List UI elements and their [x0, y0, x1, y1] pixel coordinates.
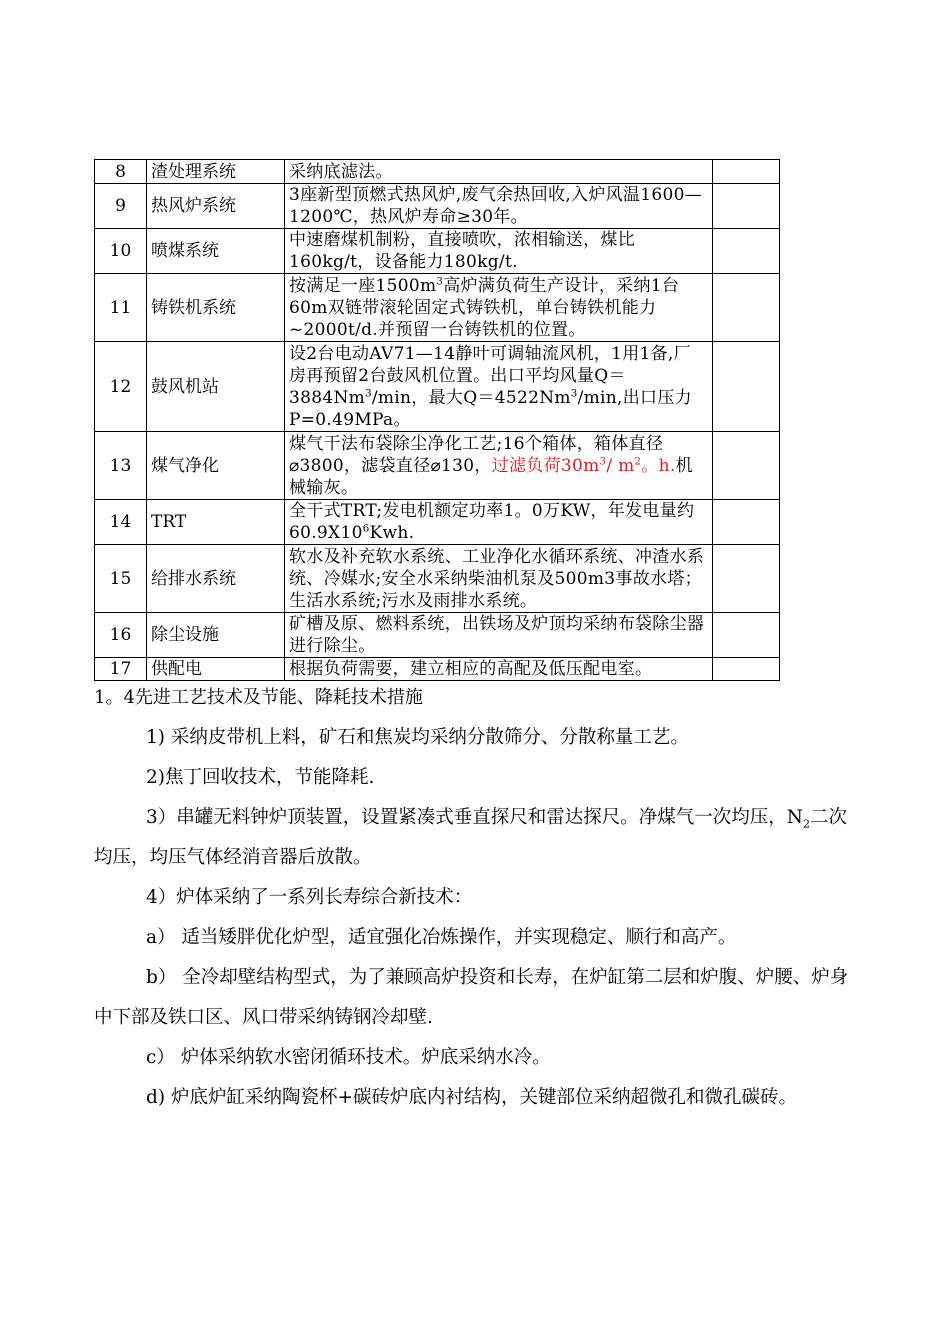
text-run: 采纳底滤法。: [289, 161, 393, 182]
text-run: 按满足一座1500m: [289, 275, 437, 296]
system-description: [285, 184, 713, 229]
text-run: 4）炉体采纳了一系列长寿综合新技术：: [146, 887, 473, 908]
system-name: 除尘设施: [147, 613, 285, 658]
paragraph-list: [94, 718, 854, 1118]
superscript: 3: [599, 455, 607, 467]
text-run: 设2台电动AV71—14静叶可调轴流风机，1用1备,厂房再预留2台鼓风机位置。出口平均风量Q＝3884Nm: [289, 343, 691, 408]
text-run: a） 适当矮胖优化炉型，适宜强化冶炼操作，并实现稳定、顺行和高产。: [146, 927, 737, 948]
text-run: 机械输灰。: [289, 455, 693, 498]
system-description: [285, 432, 713, 500]
table-row: [95, 184, 780, 229]
row-number: 8: [95, 160, 147, 184]
paragraph: [94, 878, 854, 918]
system-description: [285, 500, 713, 545]
row-number: 13: [95, 432, 147, 500]
table-row: [95, 658, 780, 681]
row-number: 14: [95, 500, 147, 545]
system-name: 喷煤系统: [147, 229, 285, 274]
system-name: 供配电: [147, 658, 285, 681]
equipment-table: [94, 159, 780, 681]
remark-cell: [713, 658, 780, 681]
superscript: 3: [436, 275, 444, 287]
system-name: TRT: [147, 500, 285, 545]
paragraph: [94, 1038, 854, 1078]
text-run: Kwh.: [369, 523, 415, 543]
text-run: / m: [606, 455, 635, 476]
row-number: 17: [95, 658, 147, 681]
table-body: [95, 160, 780, 681]
text-run: 过滤负荷30m: [491, 455, 600, 476]
text-run: 全干式TRT;发电机额定功率1。0万KW，年发电量约60.9X10: [289, 501, 695, 543]
text-run: /min,出口压力P=0.49MPa。: [289, 387, 692, 430]
table-row: [95, 613, 780, 658]
system-name: 给排水系统: [147, 545, 285, 613]
remark-cell: [713, 274, 780, 342]
text-run: 软水及补充软水系统、工业净化水循环系统、冲渣水系统、冷媒水;安全水采纳柴油机泵及500m3事故水塔；生活水系统;污水及雨排水系统。: [289, 546, 705, 611]
system-name: 渣处理系统: [147, 160, 285, 184]
text-run: 1) 采纳皮带机上料，矿石和焦炭均采纳分散筛分、分散称量工艺。: [146, 727, 689, 748]
table-row: [95, 500, 780, 545]
table-row: [95, 432, 780, 500]
table-row: [95, 274, 780, 342]
system-name: 煤气净化: [147, 432, 285, 500]
table-row: [95, 229, 780, 274]
system-description: [285, 229, 713, 274]
system-description: [285, 545, 713, 613]
row-number: 12: [95, 342, 147, 432]
table-row: [95, 545, 780, 613]
text-run: 高炉满负荷生产设计，采纳1台60m双链带滚轮固定式铸铁机，单台铸铁机能力~2000t/d.并预留一台铸铁机的位置。: [289, 275, 680, 340]
superscript: 3: [365, 387, 372, 399]
tech-measures-section: [94, 686, 854, 1118]
system-name: 铸铁机系统: [147, 274, 285, 342]
section-heading: 1。4先进工艺技术及节能、降耗技术措施: [94, 687, 423, 708]
superscript: 2: [634, 455, 642, 467]
remark-cell: [713, 184, 780, 229]
remark-cell: [713, 342, 780, 432]
text-run: 煤气干法布袋除尘净化工艺;16个箱体，箱体直径⌀3800，滤袋直径⌀130，: [289, 433, 664, 476]
row-number: 11: [95, 274, 147, 342]
remark-cell: [713, 545, 780, 613]
text-run: 中速磨煤机制粉，直接喷吹，浓相输送，煤比160kg/t，设备能力180kg/t.: [289, 230, 635, 272]
system-description: [285, 342, 713, 432]
subscript: 2: [802, 817, 811, 831]
superscript: 6: [362, 523, 370, 535]
text-run: /min，最大Q＝4522Nm: [371, 387, 571, 408]
superscript: 3: [570, 387, 578, 399]
row-number: 9: [95, 184, 147, 229]
text-run: b） 全冷却壁结构型式，为了兼顾高炉投资和长寿，在炉缸第二层和炉腹、炉腰、炉身中下部及铁口区、风口带采纳铸钢冷却壁.: [94, 967, 849, 1028]
text-run: 根据负荷需要，建立相应的高配及低压配电室。: [289, 659, 653, 679]
system-description: [285, 613, 713, 658]
paragraph: [94, 918, 854, 958]
text-run: 3座新型顶燃式热风炉,废气余热回收,入炉风温1600—1200℃，热风炉寿命≥30年。: [289, 185, 702, 227]
text-run: d) 炉底炉缸采纳陶瓷杯+碳砖炉底内衬结构，关键部位采纳超微孔和微孔碳砖。: [146, 1087, 797, 1108]
system-description: [285, 274, 713, 342]
paragraph: [94, 1078, 854, 1118]
text-run: 矿槽及原、燃料系统，出铁场及炉顶均采纳布袋除尘器进行除尘。: [289, 614, 705, 656]
paragraph: [94, 958, 854, 1038]
table-row: [95, 160, 780, 184]
system-name: 鼓风机站: [147, 342, 285, 432]
system-description: [285, 658, 713, 681]
remark-cell: [713, 613, 780, 658]
system-description: [285, 160, 713, 184]
text-run: 2)焦丁回收技术，节能降耗.: [146, 767, 375, 788]
remark-cell: [713, 500, 780, 545]
remark-cell: [713, 160, 780, 184]
row-number: 15: [95, 545, 147, 613]
remark-cell: [713, 432, 780, 500]
table-row: [95, 342, 780, 432]
paragraph: [94, 718, 854, 758]
row-number: 10: [95, 229, 147, 274]
system-name: 热风炉系统: [147, 184, 285, 229]
row-number: 16: [95, 613, 147, 658]
paragraph: [94, 798, 854, 878]
text-run: c） 炉体采纳软水密闭循环技术。炉底采纳水冷。: [146, 1047, 551, 1068]
remark-cell: [713, 229, 780, 274]
text-run: 二次均压，均压气体经消音器后放散。: [94, 807, 848, 868]
text-run: 。h.: [641, 455, 676, 476]
text-run: 3）串罐无料钟炉顶装置，设置紧凑式垂直探尺和雷达探尺。净煤气一次均压，N: [146, 807, 803, 828]
paragraph: [94, 758, 854, 798]
